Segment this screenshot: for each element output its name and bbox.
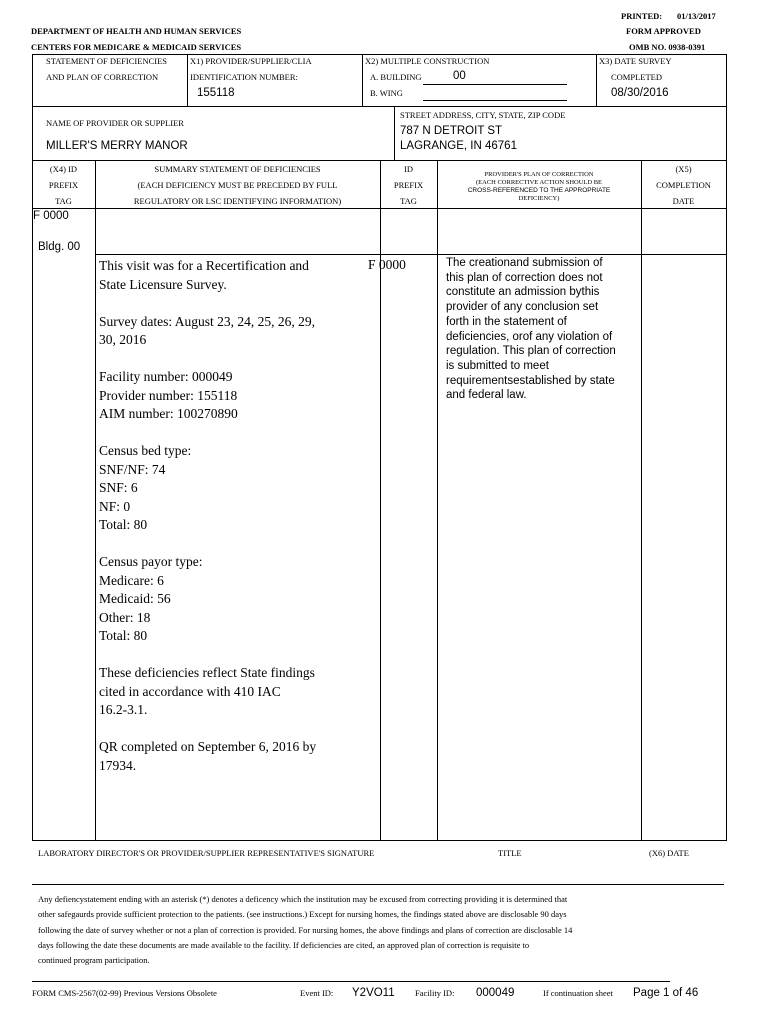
signature-label: LABORATORY DIRECTOR'S OR PROVIDER/SUPPLIER REPRESENTATIVE'S SIGNATURE — [38, 848, 375, 858]
building-number: Bldg. 00 — [38, 241, 81, 253]
plan-header-4: DEFICIENCY) — [518, 195, 560, 202]
x4-tag-header: TAG — [55, 196, 72, 206]
building-value: 00 — [453, 70, 466, 82]
content-bottom-line — [32, 840, 727, 841]
row2-divider — [394, 106, 395, 160]
summary-statement: This visit was for a Recertification and State Licensure Survey. Survey dates: August 23, 24, 25, 26, 29, 30, 2016 Facility number: 000049 Provider number: 155118 AIM number: 100270890 Census bed type: SNF/NF: 74 SNF: 6 NF: 0 Total: 80 Census payor type: Medicare: 6 Medicaid: 56 Other: 18 Total: 80 These deficiencies reflect State findings cited in accordance with 410 IAC 16.2-3.1. QR completed on September 6, 2016 by 17934. — [99, 258, 317, 773]
id-header: ID — [404, 164, 413, 174]
summary-header-1: SUMMARY STATEMENT OF DEFICIENCIES — [154, 164, 321, 174]
plan-header-1: PROVIDER'S PLAN OF CORRECTION — [484, 171, 594, 178]
address-line-1: 787 N DETROIT ST — [400, 125, 503, 137]
facility-id-value: 000049 — [476, 987, 515, 999]
building-underline — [423, 84, 567, 85]
address-line-2: LAGRANGE, IN 46761 — [400, 140, 517, 152]
x4-prefix-header: PREFIX — [48, 180, 79, 190]
event-id-value: Y2VO11 — [352, 987, 395, 999]
omb-number: OMB NO. 0938-0391 — [629, 42, 706, 52]
plan-header-2: (EACH CORRECTIVE ACTION SHOULD BE — [475, 179, 603, 186]
plan-header-3: CROSS-REFERENCED TO THE APPROPRIATE — [467, 187, 611, 194]
column-divider-3 — [437, 160, 438, 840]
provider-name-label: NAME OF PROVIDER OR SUPPLIER — [46, 118, 184, 128]
row1-divider-2 — [362, 54, 363, 106]
footer-line — [32, 981, 670, 982]
provider-id-label-2: IDENTIFICATION NUMBER: — [190, 72, 298, 82]
printed-date: 01/13/2017 — [677, 11, 716, 21]
event-id-label: Event ID: — [300, 988, 334, 998]
summary-header-2: (EACH DEFICIENCY MUST BE PRECEDED BY FULL — [137, 180, 338, 190]
summary-header-3: REGULATORY OR LSC IDENTIFYING INFORMATION) — [133, 196, 342, 206]
date-survey-label: X3) DATE SURVEY — [599, 56, 672, 66]
frame-top-line — [32, 54, 727, 55]
completion-header: COMPLETION — [656, 180, 711, 190]
signature-date-label: (X6) DATE — [649, 848, 689, 858]
provider-name-value: MILLER'S MERRY MANOR — [46, 140, 188, 152]
form-number: FORM CMS-2567(02-99) Previous Versions Obsolete — [32, 988, 217, 998]
address-label: STREET ADDRESS, CITY, STATE, ZIP CODE — [400, 110, 566, 120]
page-number: Page 1 of 46 — [633, 987, 699, 999]
row1-divider-1 — [187, 54, 188, 106]
content-top-line — [95, 254, 727, 255]
row1-divider-3 — [596, 54, 597, 106]
wing-underline — [423, 100, 567, 101]
id-prefix-header: PREFIX — [393, 180, 424, 190]
completed-label: COMPLETED — [611, 72, 662, 82]
centers-title: CENTERS FOR MEDICARE & MEDICAID SERVICES — [31, 42, 242, 52]
disclosure-notice: Any defiencystatement ending with an asterisk (*) denotes a deficency which the institution may be excused from correcting providing it is determined that other safegaurds provide sufficient protection to the patients. (see instructions.) Except for nursing homes, the findings stated above are disclosable 90 days following the date of survey whether or not a plan of correction is provided. For nursing homes, the above findings and plans of correction are disclosable 14 days following the date these documents are made available to the facility. If deficiencies are cited, an approved plan of correction is requisite to continued program participation. — [38, 894, 573, 966]
x5-header: (X5) — [675, 164, 692, 174]
title-label: TITLE — [498, 848, 522, 858]
facility-id-label: Facility ID: — [415, 988, 455, 998]
date-header: DATE — [672, 196, 695, 206]
id-tag-header: TAG — [400, 196, 417, 206]
column-divider-4 — [641, 160, 642, 840]
plan-tag: F 0000 — [368, 257, 406, 272]
form-approved: FORM APPROVED — [626, 26, 701, 36]
provider-id-label-1: X1) PROVIDER/SUPPLIER/CLIA — [190, 56, 312, 66]
building-label: A. BUILDING — [370, 72, 422, 82]
plan-of-correction: The creationand submission of this plan of correction does not constitute an admission bythis provider of any conclusion set forth in the statement of deficiencies, orof any violation of regulation. This plan of correction is submitted to meet requirementsestablished by state and federal law. — [446, 257, 616, 402]
department-title: DEPARTMENT OF HEALTH AND HUMAN SERVICES — [31, 26, 242, 36]
continuation-label: If continuation sheet — [543, 988, 613, 998]
wing-label: B. WING — [370, 88, 403, 98]
statement-label-2: AND PLAN OF CORRECTION — [46, 72, 159, 82]
row1-bottom-line — [32, 106, 727, 107]
printed-label: PRINTED: — [621, 11, 663, 21]
x4-id-header: (X4) ID — [49, 164, 78, 174]
statement-label-1: STATEMENT OF DEFICIENCIES — [46, 56, 168, 66]
date-survey-value: 08/30/2016 — [611, 87, 669, 99]
deficiency-tag: F 0000 — [33, 210, 69, 222]
frame-right-line — [726, 54, 727, 840]
column-divider-1 — [95, 160, 96, 840]
provider-id-value: 155118 — [197, 87, 235, 99]
multiple-construction-label: X2) MULTIPLE CONSTRUCTION — [365, 56, 490, 66]
signature-bottom-line — [32, 884, 724, 885]
